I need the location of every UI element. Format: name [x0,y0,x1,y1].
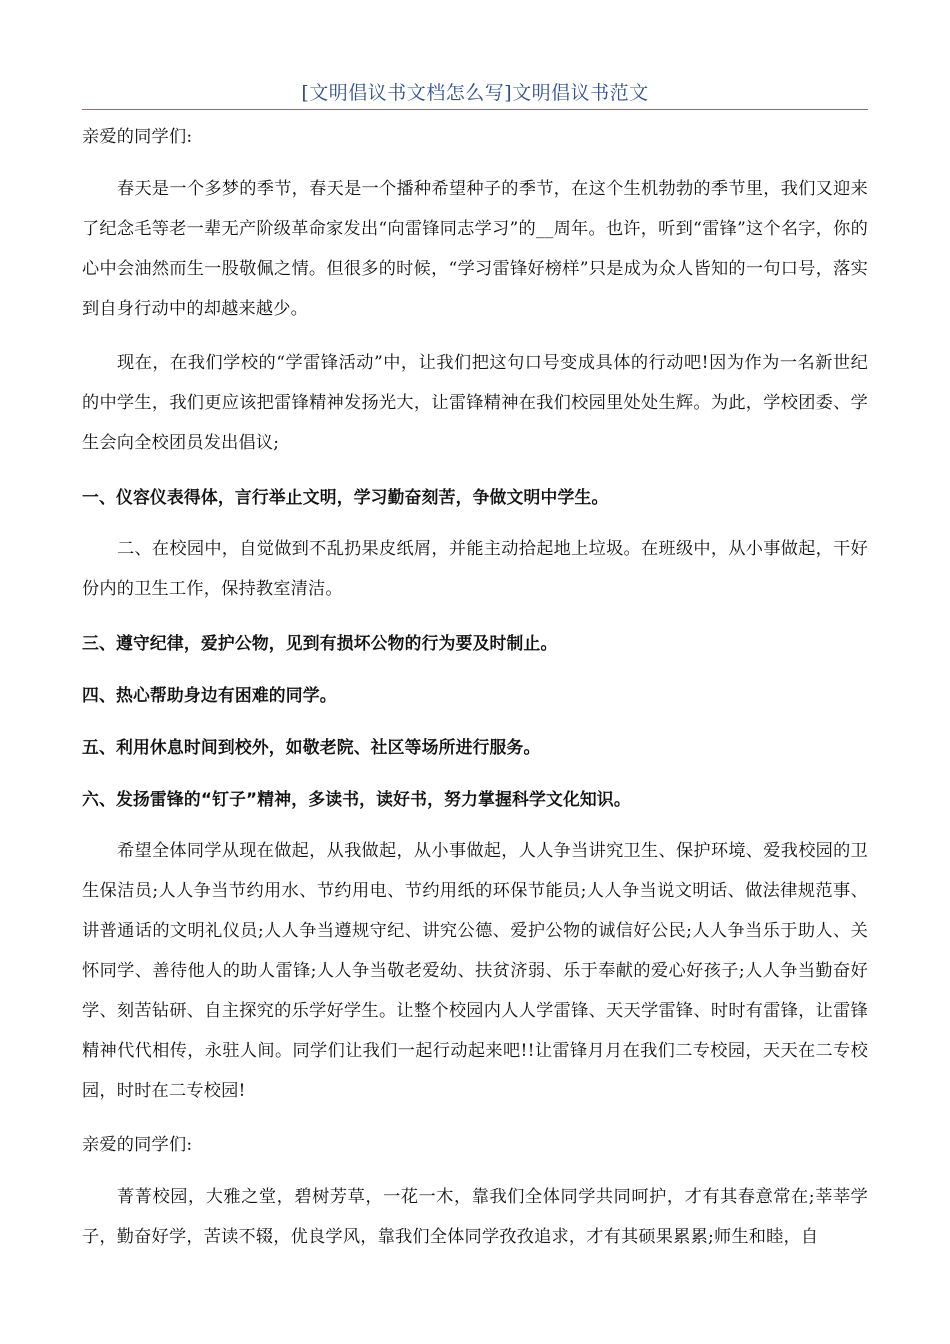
greeting-2: 亲爱的同学们: [82,1135,193,1155]
document-body [82,117,868,1271]
paragraph-1: 春天是一个多梦的季节，春天是一个播种希望种子的季节，在这个生机勃勃的季节里，我们又迎来了纪念毛等老一辈无产阶级革命家发出“向雷锋同志学习”的__周年。也许，听到“雷锋”这个名字，你的心中会油然而生一股敬佩之情。但很多的时候，“学习雷锋好榜样”只是成为众人皆知的一句口号，落实到自身行动中的却越来越少。 [82,179,868,319]
initiative-item-4: 四、热心帮助身边有困难的同学。 [82,685,337,705]
paragraph-2: 现在，在我们学校的“学雷锋活动”中，让我们把这句口号变成具体的行动吧!因为作为一名新世纪的中学生，我们更应该把雷锋精神发扬光大，让雷锋精神在我们校园里处处生辉。为此，学校团委、学生会向全校团员发出倡议; [82,353,868,453]
initiative-item-6: 六、发扬雷锋的“钉子”精神，多读书，读好书，努力掌握科学文化知识。 [82,789,631,809]
initiative-item-5: 五、利用休息时间到校外，如敬老院、社区等场所进行服务。 [82,737,541,757]
initiative-item-1: 一、仪容仪表得体，言行举止文明，学习勤奋刻苦，争做文明中学生。 [82,487,609,507]
header-divider [82,109,868,110]
initiative-item-3: 三、遵守纪律，爱护公物，见到有损坏公物的行为要及时制止。 [82,633,558,653]
paragraph-3: 希望全体同学从现在做起，从我做起，从小事做起，人人争当讲究卫生、保护环境、爱我校园的卫生保洁员;人人争当节约用水、节约用电、节约用纸的环保节能员;人人争当说文明话、做法律规范事、讲普通话的文明礼仪员;人人争当遵规守纪、讲究公德、爱护公物的诚信好公民;人人争当乐于助人、关怀同学、善待他人的助人雷锋;人人争当敬老爱幼、扶贫济弱、乐于奉献的爱心好孩子;人人争当勤奋好学、刻苦钻研、自主探究的乐学好学生。让整个校园内人人学雷锋、天天学雷锋、时时有雷锋，让雷锋精神代代相传，永驻人间。同学们让我们一起行动起来吧!!让雷锋月月在我们二专校园，天天在二专校园，时时在二专校园! [82,841,868,1101]
initiative-item-2: 二、在校园中，自觉做到不乱扔果皮纸屑，并能主动拾起地上垃圾。在班级中，从小事做起，干好份内的卫生工作，保持教室清洁。 [82,539,868,599]
greeting-1: 亲爱的同学们: [82,127,193,147]
page-header-title: [文明倡议书文档怎么写]文明倡议书范文 [301,82,649,104]
paragraph-4: 菁菁校园，大雅之堂，碧树芳草，一花一木，靠我们全体同学共同呵护，才有其春意常在;莘莘学子，勤奋好学，苦读不辍，优良学风，靠我们全体同学孜孜追求，才有其硕果累累;师生和睦，自 [82,1187,868,1247]
